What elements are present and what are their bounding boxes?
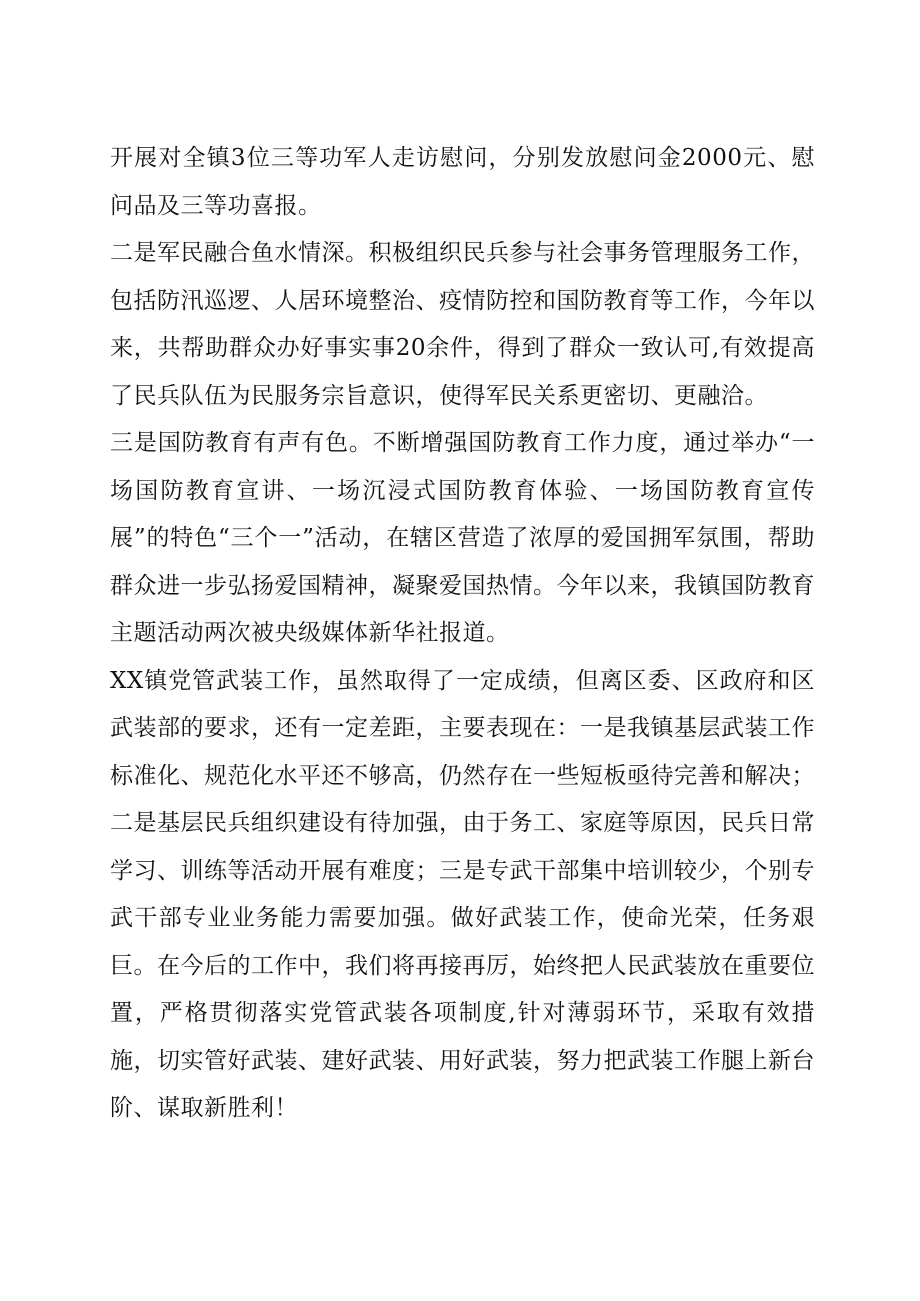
paragraph-military-civilian-integration: 二是军民融合鱼水情深。积极组织民兵参与社会事务管理服务工作，包括防汛巡逻、人居环境整治、疫情防控和国防教育等工作，今年以来，共帮助群众办好事实事20余件，得到了群众一致认可,有效提高了民兵队伍为民服务宗旨意识，使得军民关系更密切、更融洽。: [110, 240, 815, 409]
paragraph-shortcomings-and-outlook: XX镇党管武装工作，虽然取得了一定成绩，但离区委、区政府和区武装部的要求，还有一定差距，主要表现在：一是我镇基层武装工作标准化、规范化水平还不够高，仍然存在一些短板亟待完善和解决；二是基层民兵组织建设有待加强，由于务工、家庭等原因，民兵日常学习、训练等活动开展有难度；三是专武干部集中培训较少，个别专武干部专业业务能力需要加强。做好武装工作，使命光荣，任务艰巨。在今后的工作中，我们将再接再厉，始终把人民武装放在重要位置，严格贯彻落实党管武装各项制度,针对薄弱环节，采取有效措施，切实管好武装、建好武装、用好武装，努力把武装工作腿上新台阶、谋取新胜利！: [110, 667, 815, 1121]
paragraph-national-defense-education: 三是国防教育有声有色。不断增强国防教育工作力度，通过举办“一场国防教育宣讲、一场沉浸式国防教育体验、一场国防教育宣传展”的特色“三个一”活动，在辖区营造了浓厚的爱国拥军氛围，帮助群众进一步弘扬爱国精神，凝聚爱国热情。今年以来，我镇国防教育主题活动两次被央级媒体新华社报道。: [110, 430, 815, 646]
document-body: [110, 135, 815, 1133]
paragraph-condolence-visits: 开展对全镇3位三等功军人走访慰问，分别发放慰问金2000元、慰问品及三等功喜报。: [110, 145, 815, 219]
